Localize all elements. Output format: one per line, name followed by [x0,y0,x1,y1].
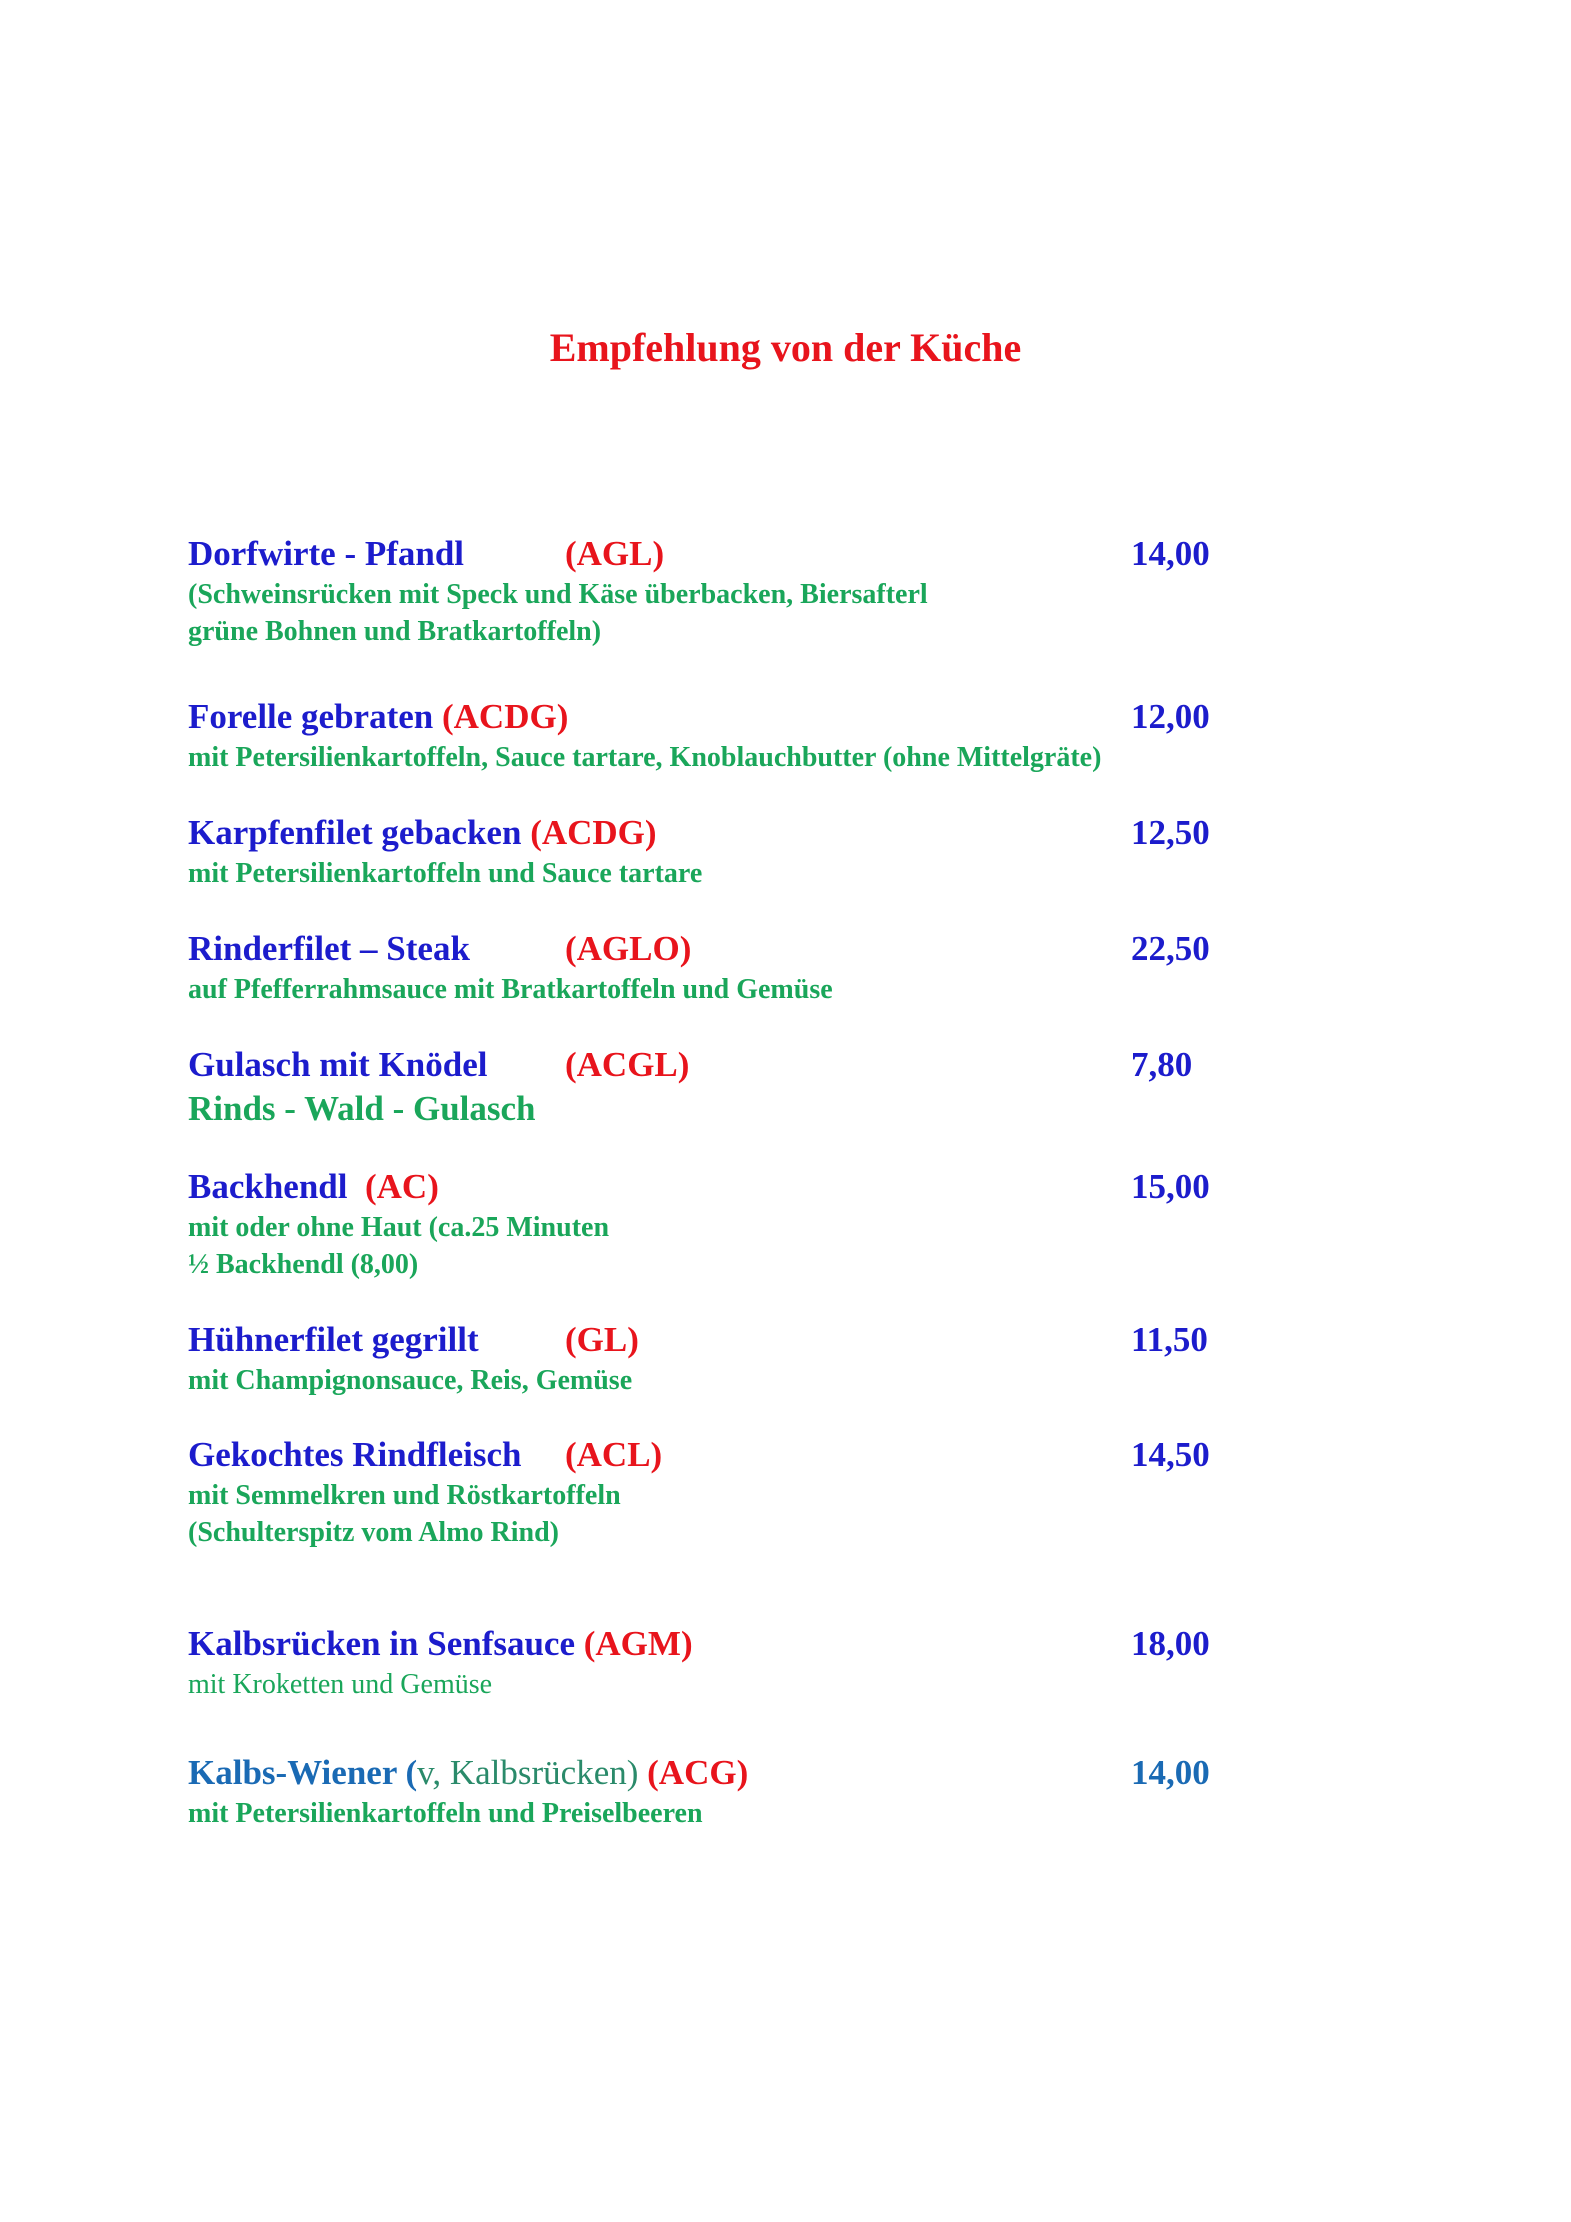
dish-name [188,695,568,739]
dish-name: Rinderfilet – Steak [188,929,470,968]
dish-name-note: v, Kalbsrücken) [417,1753,639,1792]
dish-name: Gulasch mit Knödel [188,1045,488,1084]
menu-item [188,811,1388,892]
menu-item [188,695,1388,776]
dish-name: Dorfwirte - Pfandl [188,534,465,573]
allergen-codes: (ACG) [647,1753,749,1792]
dish-name: Hühnerfilet gegrillt [188,1320,479,1359]
dish-name [188,1622,693,1666]
allergen-codes: (ACDG) [442,697,569,736]
dish-name-text: Forelle gebraten [188,697,434,736]
dish-name-text: Karpfenfilet gebacken [188,813,522,852]
menu-item [188,1751,1388,1832]
dish-description: mit Petersilienkartoffeln und Sauce tartare [188,858,703,889]
dish-description: ½ Backhendl (8,00) [188,1249,419,1280]
dish-price: 14,00 [1131,1753,1210,1792]
dish-price: 12,00 [1131,697,1210,736]
dish-description: mit Champignonsauce, Reis, Gemüse [188,1365,633,1396]
menu-item [188,1622,1388,1703]
page-title: Empfehlung von der Küche [549,325,1022,370]
allergen-codes: (AGLO) [565,929,692,968]
dish-price: 7,80 [1131,1045,1193,1084]
dish-name-text: Backhendl [188,1167,348,1206]
dish-name-paren: ( [405,1753,418,1792]
dish-description: mit Petersilienkartoffeln, Sauce tartare, Knoblauchbutter (ohne Mittelgräte) [188,742,1102,773]
menu-item [188,1165,1388,1283]
dish-description: mit Kroketten und Gemüse [188,1669,493,1700]
dish-description: Rinds - Wald - Gulasch [188,1089,536,1128]
allergen-codes: (ACL) [565,1435,663,1474]
allergen-codes: (GL) [565,1320,639,1359]
dish-description: (Schulterspitz vom Almo Rind) [188,1517,559,1548]
dish-name: Gekochtes Rindfleisch [188,1435,522,1474]
dish-description: auf Pfefferrahmsauce mit Bratkartoffeln und Gemüse [188,974,833,1005]
menu-item [188,927,1388,1008]
dish-description: mit Semmelkren und Röstkartoffeln [188,1480,621,1511]
dish-description: mit oder ohne Haut (ca.25 Minuten [188,1212,610,1243]
allergen-codes: (ACDG) [530,813,657,852]
dish-description: grüne Bohnen und Bratkartoffeln) [188,616,602,647]
dish-price: 15,00 [1131,1167,1210,1206]
dish-name-text: Kalbsrücken in Senfsauce [188,1624,575,1663]
dish-name [188,811,657,855]
allergen-codes: (ACGL) [565,1045,690,1084]
dish-price: 11,50 [1131,1320,1208,1359]
dish-price: 22,50 [1131,929,1210,968]
menu-item [188,532,1388,650]
dish-price: 14,00 [1131,534,1210,573]
allergen-codes: (AGL) [565,534,665,573]
dish-description: (Schweinsrücken mit Speck und Käse überbacken, Biersafterl [188,579,928,610]
allergen-codes: (AC) [365,1167,439,1206]
menu-item [188,1043,1388,1131]
dish-description: mit Petersilienkartoffeln und Preiselbeeren [188,1798,703,1829]
dish-name [188,1751,748,1795]
dish-price: 18,00 [1131,1624,1210,1663]
allergen-codes: (AGM) [583,1624,693,1663]
menu-item [188,1433,1388,1551]
dish-name-text: Kalbs-Wiener [188,1753,397,1792]
dish-name [188,1165,439,1209]
dish-price: 14,50 [1131,1435,1210,1474]
dish-price: 12,50 [1131,813,1210,852]
menu-item [188,1318,1388,1399]
